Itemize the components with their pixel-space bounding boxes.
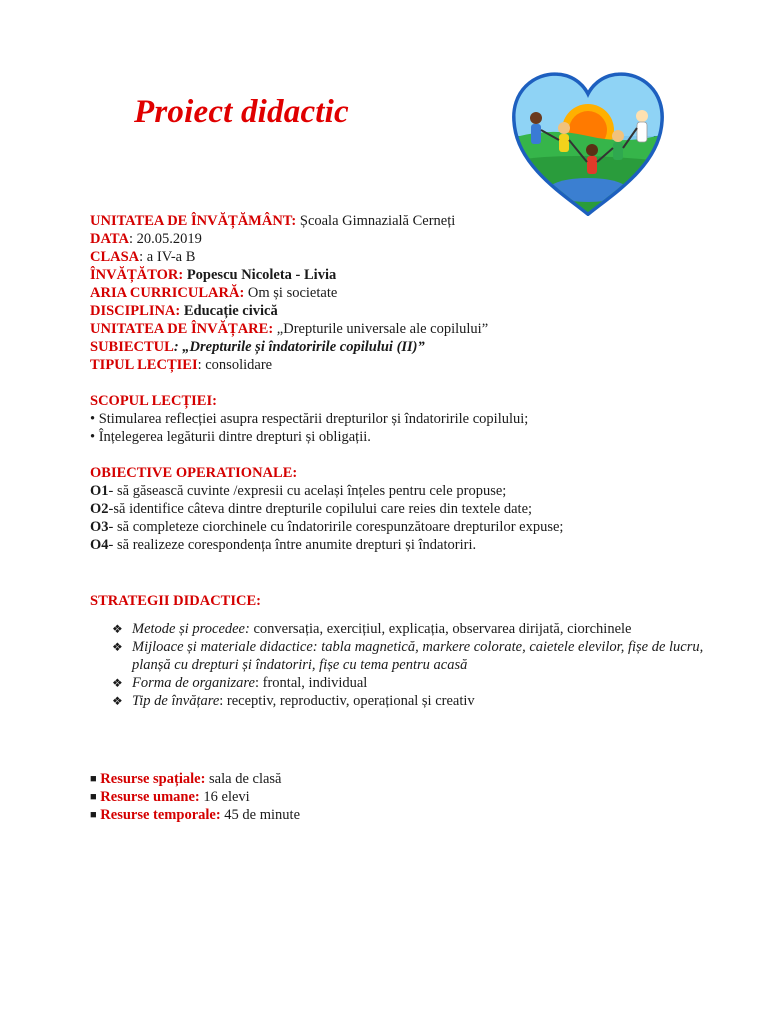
diamond-bullet-icon: ❖ — [112, 640, 123, 654]
strategy-item: ❖ Tip de învățare: receptiv, reproductiv, operațional și creativ — [112, 693, 475, 709]
heart-children-illustration-icon — [506, 66, 670, 216]
info-label: SUBIECTUL — [90, 339, 174, 355]
resource-item: ■ Resurse spațiale: sala de clasă — [90, 771, 282, 787]
objective-item: O4- să realizeze corespondența între anumite drepturi și îndatoriri. — [90, 537, 477, 553]
info-row — [90, 230, 730, 248]
info-value: Școala Gimnazială Cerneți — [296, 213, 456, 229]
scope-item: • Stimularea reflecției asupra respectării drepturilor și îndatoririle copilului; — [90, 411, 529, 427]
resource-item: ■ Resurse temporale: 45 de minute — [90, 807, 301, 823]
strategies-heading: STRATEGII DIDACTICE: — [90, 593, 261, 609]
info-label: CLASA — [90, 249, 140, 265]
info-row — [90, 248, 730, 266]
info-value: Popescu Nicoleta - Livia — [183, 267, 337, 283]
objective-item: O1- să găsească cuvinte /expresii cu același înțeles pentru cele propuse; — [90, 483, 507, 499]
info-row — [90, 338, 730, 356]
square-bullet-icon: ■ — [90, 773, 97, 785]
info-label: TIPUL LECȚIEI — [90, 357, 198, 373]
info-value: Om și societate — [244, 285, 338, 301]
objectives-heading: OBIECTIVE OPERATIONALE: — [90, 465, 298, 481]
lesson-info — [90, 212, 730, 374]
resource-item: ■ Resurse umane: 16 elevi — [90, 789, 250, 805]
strategy-item: ❖ Metode și procedee: conversația, exercițiul, explicația, observarea dirijată, ciorchinele — [112, 621, 632, 637]
objective-item: O2-să identifice câteva dintre drepturile copilului care reies din textele date; — [90, 501, 533, 517]
resources-section — [90, 770, 750, 824]
info-value: „Drepturile universale ale copilului” — [273, 321, 489, 337]
info-row — [90, 212, 730, 230]
info-label: DISCIPLINA: — [90, 303, 181, 319]
diamond-bullet-icon: ❖ — [112, 622, 123, 636]
info-value: : consolidare — [197, 357, 273, 373]
info-row — [90, 302, 730, 320]
scope-item: • Înțelegerea legăturii dintre drepturi și obligații. — [90, 429, 371, 445]
info-value: : „Drepturile și îndatoririle copilului (II)” — [173, 339, 425, 355]
info-row — [90, 266, 730, 284]
info-label: DATA — [90, 231, 129, 247]
strategies-section — [90, 592, 750, 710]
info-label: UNITATEA DE ÎNVĂȚĂMÂNT: — [90, 213, 297, 229]
info-row — [90, 356, 730, 374]
info-label: UNITATEA DE ÎNVĂȚARE: — [90, 321, 274, 337]
objective-item: O3- să completeze ciorchinele cu îndatoririle corespunzătoare drepturilor expuse; — [90, 519, 564, 535]
scope-heading: SCOPUL LECȚIEI: — [90, 393, 217, 409]
info-row — [90, 284, 730, 302]
info-label: ARIA CURRICULARĂ: — [90, 285, 245, 301]
info-label: ÎNVĂȚĂTOR: — [90, 267, 184, 283]
square-bullet-icon: ■ — [90, 809, 97, 821]
diamond-bullet-icon: ❖ — [112, 694, 123, 708]
strategy-item: ❖ Forma de organizare: frontal, individual — [112, 675, 368, 691]
info-value: : 20.05.2019 — [128, 231, 202, 247]
info-row — [90, 320, 730, 338]
strategy-item: ❖ Mijloace și materiale didactice: tabla magnetică, markere colorate, caietele elevilor, fișe de lucru, planșă cu drepturi și îndatoriri, fișe cu tema pentru acasă — [112, 639, 704, 673]
diamond-bullet-icon: ❖ — [112, 676, 123, 690]
square-bullet-icon: ■ — [90, 791, 97, 803]
page-title: Proiect didactic — [134, 94, 349, 130]
scope-section — [90, 392, 750, 446]
info-value: Educație civică — [180, 303, 278, 319]
objectives-section — [90, 464, 750, 554]
info-value: : a IV-a B — [139, 249, 196, 265]
